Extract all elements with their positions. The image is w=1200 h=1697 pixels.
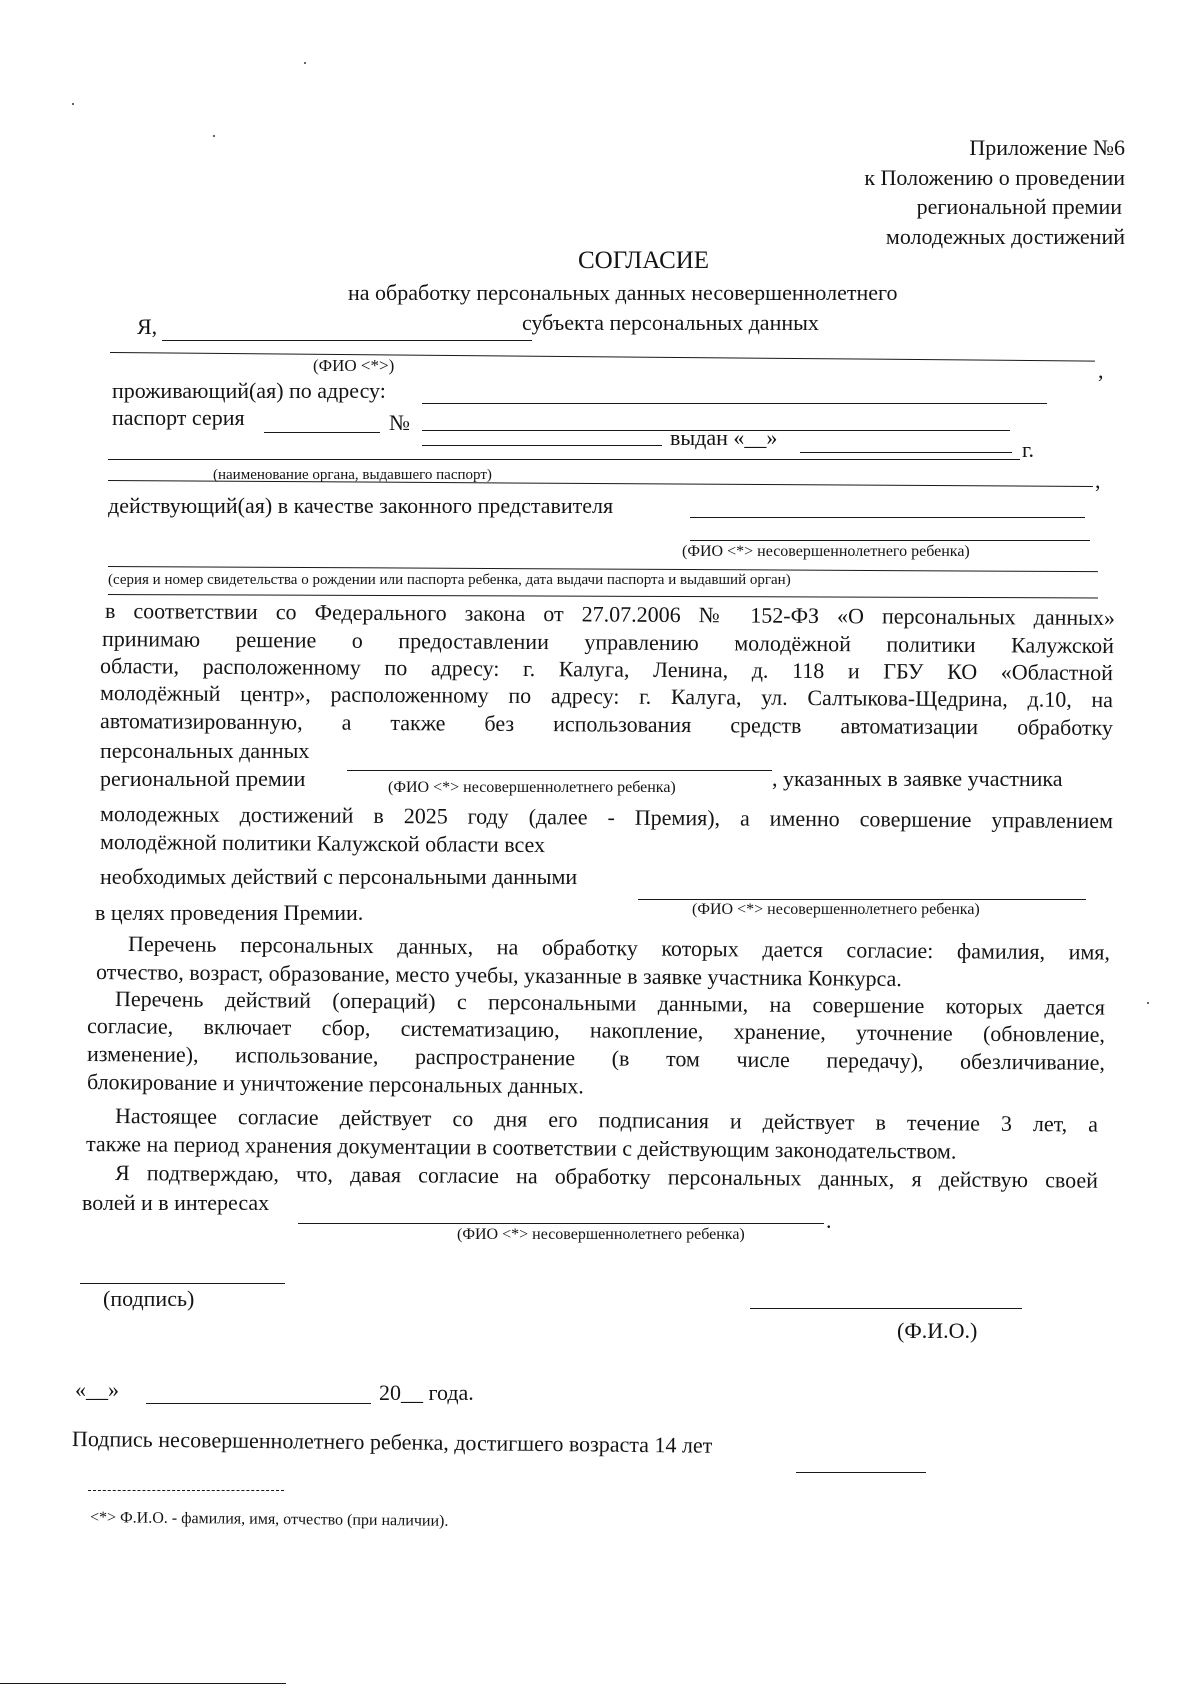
scan-speck <box>304 62 306 64</box>
period: . <box>826 1208 832 1233</box>
signature-line <box>80 1283 285 1284</box>
fio-signature-label: (Ф.И.О.) <box>897 1318 978 1343</box>
appendix-ref-line: к Положению о проведении <box>864 165 1125 190</box>
passport-number-fill <box>422 445 662 446</box>
necessary-label: необходимых действий с персональными данными <box>100 864 578 889</box>
body-line: отчество, возраст, образование, место учебы, указанные в заявке участника Конкурса. <box>95 959 902 992</box>
specified-label: , указанных в заявке участника <box>772 766 1063 791</box>
child-fio-fill <box>347 770 772 771</box>
appendix-ref-line: региональной премии <box>916 194 1122 219</box>
premium-label: региональной премии <box>100 766 306 791</box>
child-fio-hint: (ФИО <*> несовершеннолетнего ребенка) <box>682 543 970 560</box>
child-fio-hint: (ФИО <*> несовершеннолетнего ребенка) <box>388 779 676 796</box>
confirm-interest-label: волей и в интересах <box>82 1190 270 1215</box>
body-line: молодёжный центр», расположенному по адресу: г. Калуга, ул. Салтыкова-Щедрина, д.10, на <box>99 680 1114 713</box>
document-subtitle: на обработку персональных данных несовершеннолетнего <box>348 280 898 305</box>
footnote-text: <*> Ф.И.О. - фамилия, имя, отчество (при наличии). <box>89 1509 449 1530</box>
child-fio-fill <box>690 517 1085 518</box>
passport-series-label: паспорт серия <box>112 405 245 430</box>
signature-label: (подпись) <box>103 1286 195 1311</box>
issuer-hint: (наименование органа, выдавшего паспорт) <box>213 467 492 483</box>
address-fill-line <box>422 403 1047 404</box>
comma: , <box>1098 358 1104 383</box>
date-day: «__» <box>75 1377 119 1402</box>
scan-speck <box>213 135 215 137</box>
comma: , <box>1095 468 1101 493</box>
body-line: Перечень действий (операций) с персональными данными, на совершение которых дается <box>114 986 1106 1020</box>
document-title: СОГЛАСИЕ <box>578 247 710 274</box>
pd-label: персональных данных <box>100 738 310 763</box>
date-year: 20__ года. <box>379 1380 474 1405</box>
body-line: согласие, включает сбор, систематизацию, накопление, хранение, уточнение (обновление, <box>86 1013 1106 1047</box>
child-fio-fill <box>690 540 1090 541</box>
document-subtitle: субъекта персональных данных <box>522 310 819 335</box>
number-sign: № <box>389 410 410 435</box>
child-fio-fill <box>298 1223 824 1224</box>
body-line: изменение), использование, распространение (в том числе передачу), обезличивание, <box>86 1041 1106 1075</box>
issuer-fill-line <box>108 459 1020 460</box>
issued-label: выдан «__» <box>670 425 778 450</box>
body-line: принимаю решение о предоставлении управлению молодёжной политики Калужской <box>101 626 1115 659</box>
body-line: Перечень персональных данных, на обработку которых дается согласие: фамилия, имя, <box>127 931 1111 965</box>
date-month-fill <box>146 1403 371 1404</box>
address-label: проживающий(ая) по адресу: <box>112 378 386 403</box>
body-line: также на период хранения документации в соответствии с действующим законодательством. <box>85 1131 957 1164</box>
scan-speck <box>1147 1002 1149 1004</box>
scan-edge-line <box>0 1683 286 1684</box>
scan-speck <box>72 103 74 105</box>
body-line: молодёжной политики Калужской области всех <box>99 829 546 858</box>
child-fio-fill <box>638 899 1086 900</box>
fio-fill-line <box>110 352 1095 362</box>
appendix-number: Приложение №6 <box>969 135 1125 160</box>
issued-date-fill <box>800 452 1012 453</box>
body-line: области, расположенному по адресу: г. Калуга, Ленина, д. 118 и ГБУ КО «Областной <box>99 653 1114 686</box>
purpose-text: в целях проведения Премии. <box>95 900 364 925</box>
fio-signature-line <box>750 1308 1022 1309</box>
representative-label: действующий(ая) в качестве законного представителя <box>108 493 614 518</box>
appendix-ref-line: молодежных достижений <box>885 224 1125 249</box>
body-line: Я подтверждаю, что, давая согласие на обработку персональных данных, я действую своей <box>114 1160 1099 1193</box>
city-suffix: г. <box>1022 437 1035 462</box>
footnote-separator <box>88 1490 284 1491</box>
body-line: в соответствии со Федерального закона от 27.07.2006 № 152-ФЗ «О персональных данных» <box>104 598 1116 631</box>
child-fio-hint: (ФИО <*> несовершеннолетнего ребенка) <box>692 901 980 918</box>
passport-series-fill <box>264 432 380 433</box>
body-line: автоматизированную, а также без использования средств автоматизации обработку <box>99 708 1114 741</box>
ya-label: Я, <box>137 314 158 339</box>
fio-hint: (ФИО <*>) <box>313 356 395 375</box>
body-line: блокирование и уничтожение персональных данных. <box>86 1069 584 1099</box>
body-line: Настоящее согласие действует со дня его подписания и действует в течение 3 лет, а <box>114 1103 1099 1137</box>
child-fio-hint: (ФИО <*> несовершеннолетнего ребенка) <box>457 1226 745 1243</box>
certificate-hint: (серия и номер свидетельства о рождении или паспорта ребенка, дата выдачи паспорта и выдавший орган) <box>108 572 791 588</box>
body-line: молодежных достижений в 2025 году (далее - Премия), а именно совершение управлением <box>99 801 1114 834</box>
fio-fill-line <box>162 340 532 341</box>
minor-signature-line <box>796 1472 926 1473</box>
certificate-fill-line <box>108 594 1098 598</box>
minor-signature-label: Подпись несовершеннолетнего ребенка, достигшего возраста 14 лет <box>71 1426 713 1458</box>
